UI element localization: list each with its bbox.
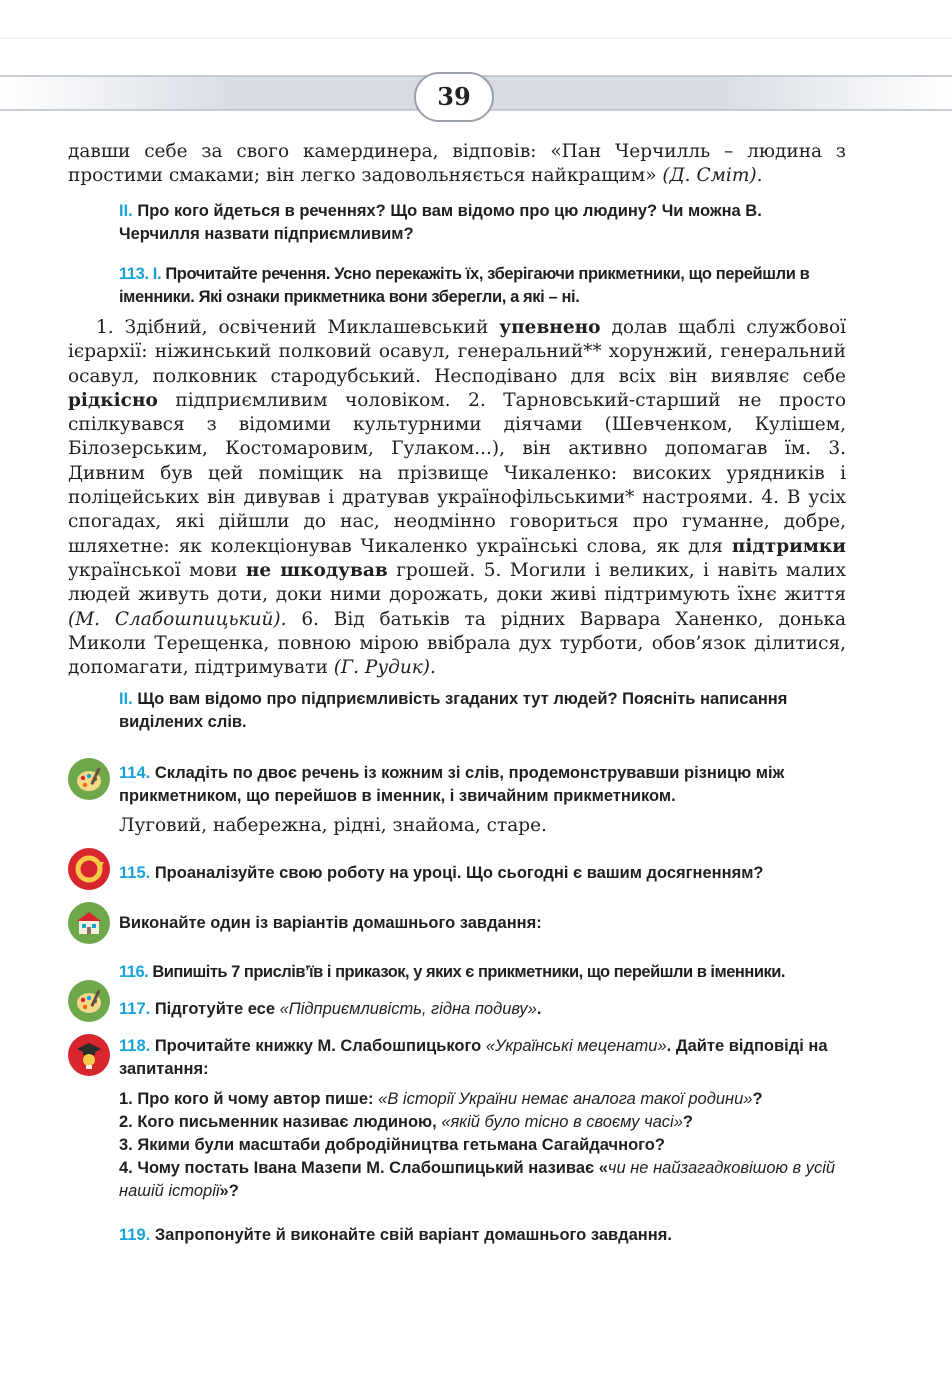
homework-instruction: Виконайте один із варіантів домашнього завдання: — [119, 914, 542, 932]
question-item — [119, 1157, 847, 1203]
task113-part2-text: Що вам відомо про підприємливість згаданих тут людей? Поясніть написання виділених слів. — [119, 690, 788, 731]
palette-icon — [68, 980, 110, 1022]
task117-instruction — [119, 998, 847, 1021]
task118-book-title: «Українські меценати» — [485, 1037, 667, 1055]
task116-instruction — [119, 961, 859, 984]
source-author: (М. Слабошпицький). — [68, 608, 287, 630]
task118-text: Прочитайте книжку М. Слабошпицького — [154, 1037, 486, 1055]
task116-text: Випишіть 7 прислів’їв і приказок, у яких є прикметники, що перейшли в іменники. — [152, 963, 785, 981]
task118-questions — [119, 1088, 847, 1203]
task113-text: Прочитайте речення. Усно перекажіть їх, зберігаючи прикметники, що перейшли в іменники. Які ознаки прикметника вони зберегли, а які – ні. — [119, 265, 810, 306]
task114-label: 114. — [119, 764, 151, 782]
question-item — [119, 1111, 847, 1134]
task115-text: Проаналізуйте свою роботу на уроці. Що сьогодні є вашим досягненням? — [154, 864, 764, 882]
task117-label: 117. — [119, 1000, 151, 1018]
task114-instruction — [119, 762, 847, 808]
school-icon — [68, 902, 110, 944]
page-number: 39 — [414, 72, 494, 122]
task113-passage — [68, 316, 846, 680]
passage-text: підприємливим чоловіком. 2. Тарновський-старший не просто спілкувався з відомими культурними діячами (Шевченком, Кулішем, Білозерським, Костомаровим, Гулаком...), він активно допомагав їм. 3. Дивним був цей поміщик на прізвище Чикаленко: високих урядників і поліцейських він дивував і дратував українофільськими* настроями. 4. В усіх спогадах, які дійшли до нас, неодмінно говориться про гуманне, добре, шляхетне: як колекціонував Чикаленко українські слова, як для — [68, 389, 846, 557]
palette-icon — [68, 758, 110, 800]
task119-text: Запропонуйте й виконайте свій варіант домашнього завдання. — [154, 1226, 672, 1244]
task119-label: 119. — [119, 1226, 151, 1244]
question-text: 1. Про кого й чому автор пише: — [119, 1090, 379, 1108]
question-quote: чи не найзагадковішою в усій нашій історії — [119, 1159, 836, 1200]
task113-part2 — [119, 688, 847, 734]
source-author: (Г. Рудик). — [333, 657, 436, 679]
passage-text: 6. Від батьків та рідних Варвара Ханенко, донька Миколи Терещенка, повною мірою ввібрала дух турботи, обов’язок ділитися, допомагати, підтримувати — [68, 608, 846, 679]
question-text: 2. Кого письменник називає людиною, — [119, 1113, 442, 1131]
question-end: ? — [752, 1090, 763, 1108]
question-end: ? — [682, 1113, 693, 1131]
highlighted-word: підтримки — [731, 535, 846, 557]
passage-text: 1. Здібний, освічений Миклашевський — [96, 317, 500, 338]
question-text: 3. Якими були масштаби добродійництва гетьмана Сагайдачного? — [119, 1136, 665, 1154]
task118-label: 118. — [119, 1037, 151, 1055]
question-quote: «якій було тісно в своєму часі» — [441, 1113, 683, 1131]
task114-text: Складіть по двоє речень із кожним зі слів, продемонструвавши різницю між прикметником, що перейшов в іменник, і звичайним прикметником. — [119, 764, 785, 805]
reflection-icon — [68, 848, 110, 890]
task115-instruction — [119, 862, 847, 885]
task116-label: 116. — [119, 963, 149, 981]
task118-text2: . Дайте відповіді на запитання: — [119, 1037, 828, 1078]
question-item — [119, 1088, 847, 1111]
task112-part2-text: Про кого йдеться в реченнях? Що вам відомо про цю людину? Чи можна В. Черчилля назвати підприємливим? — [119, 202, 762, 243]
passage-text: грошей. 5. Могили і великих, і навіть малих людей живуть доти, доки ними дорожать, доки живі підтримують їхнє життя — [68, 559, 846, 606]
task117-text: Підготуйте есе — [154, 1000, 280, 1018]
passage-text: української мови — [68, 559, 246, 581]
task113-part2-label: ІІ. — [119, 690, 133, 708]
highlighted-word: упевнено — [499, 317, 601, 338]
graduate-icon — [68, 1034, 110, 1076]
passage-text: долав щаблі службової ієрархії: ніжинський полковий осавул, генеральний** хорунжий, генеральний осавул, полковник стародубський. Несподівано для всіх він виявляє себе — [68, 317, 846, 387]
question-quote: «В історії України немає аналога такої родини» — [378, 1090, 753, 1108]
task113-label: 113. І. — [119, 265, 162, 283]
task118-instruction — [119, 1035, 847, 1081]
question-item — [119, 1134, 847, 1157]
task112-part2-label: ІІ. — [119, 202, 133, 220]
task117-end: . — [536, 1000, 542, 1018]
task113-instruction — [119, 263, 847, 309]
task115-label: 115. — [119, 864, 151, 882]
task114-words: Луговий, набережна, рідні, знайома, старе. — [119, 815, 547, 836]
highlighted-word: не шкодував — [245, 559, 388, 581]
intro-paragraph — [68, 140, 846, 189]
task117-title: «Підприємливість, гідна подиву» — [279, 1000, 537, 1018]
question-text: 4. Чому постать Івана Мазепи М. Слабошпицький називає « — [119, 1159, 608, 1177]
task119-instruction — [119, 1224, 847, 1247]
intro-text: давши себе за свого камердинера, відповів: «Пан Черчилль – людина з простими смаками; він легко задовольняється найкращим» — [68, 141, 846, 187]
highlighted-word: рідкісно — [68, 389, 158, 411]
task112-part2 — [119, 200, 847, 246]
intro-author: (Д. Сміт). — [662, 165, 763, 187]
question-end: »? — [219, 1182, 239, 1200]
